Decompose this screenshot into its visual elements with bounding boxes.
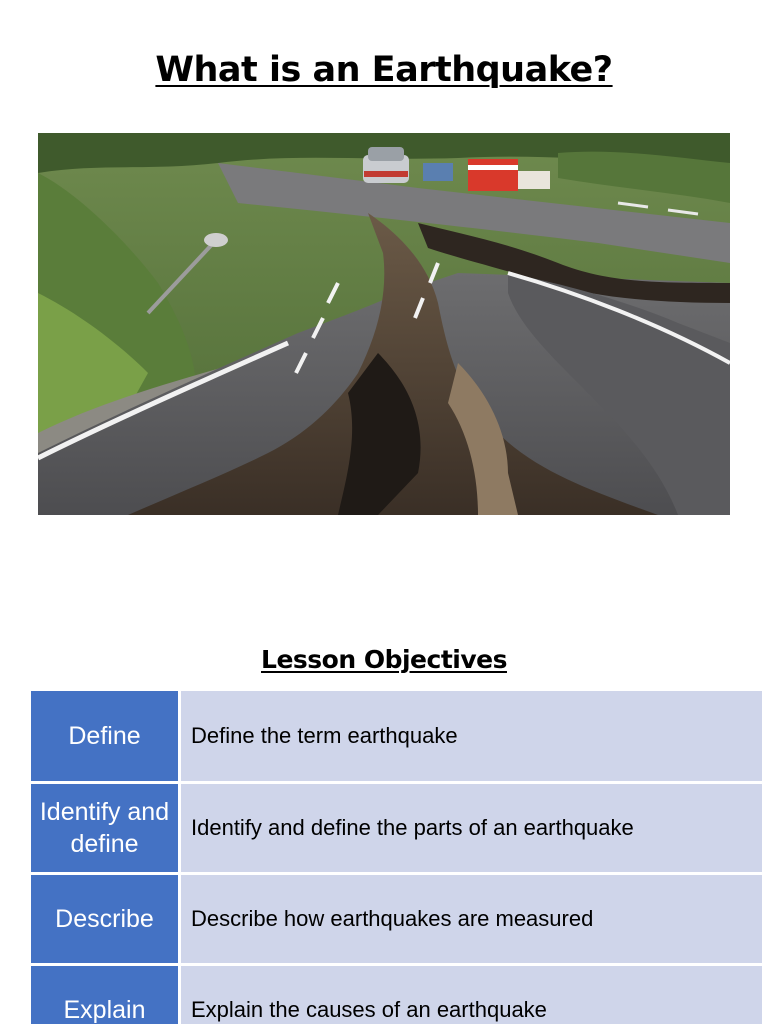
cracked-road-icon (38, 133, 730, 515)
objective-verb (31, 964, 180, 1024)
objective-description: Define the term earthquake (180, 691, 763, 782)
objective-verb-text: Describe (55, 904, 154, 933)
objective-verb-text: Identify and define (39, 797, 170, 858)
objective-description: Identify and define the parts of an earthquake (180, 782, 763, 873)
objective-description: Describe how earthquakes are measured (180, 873, 763, 964)
objective-row (31, 964, 762, 1024)
page-title: What is an Earthquake? (155, 50, 613, 90)
objectives-table (31, 691, 762, 1024)
objective-verb-text: Explain (63, 996, 146, 1024)
lesson-objectives-heading: Lesson Objectives (261, 645, 507, 674)
objective-row (31, 691, 762, 782)
objective-verb-text: Define (68, 721, 141, 750)
objective-verb (31, 691, 180, 782)
earthquake-photo (38, 133, 730, 515)
objective-row (31, 782, 762, 873)
objective-verb (31, 782, 180, 873)
objective-description: Explain the causes of an earthquake (180, 964, 763, 1024)
objective-verb (31, 873, 180, 964)
objective-row (31, 873, 762, 964)
